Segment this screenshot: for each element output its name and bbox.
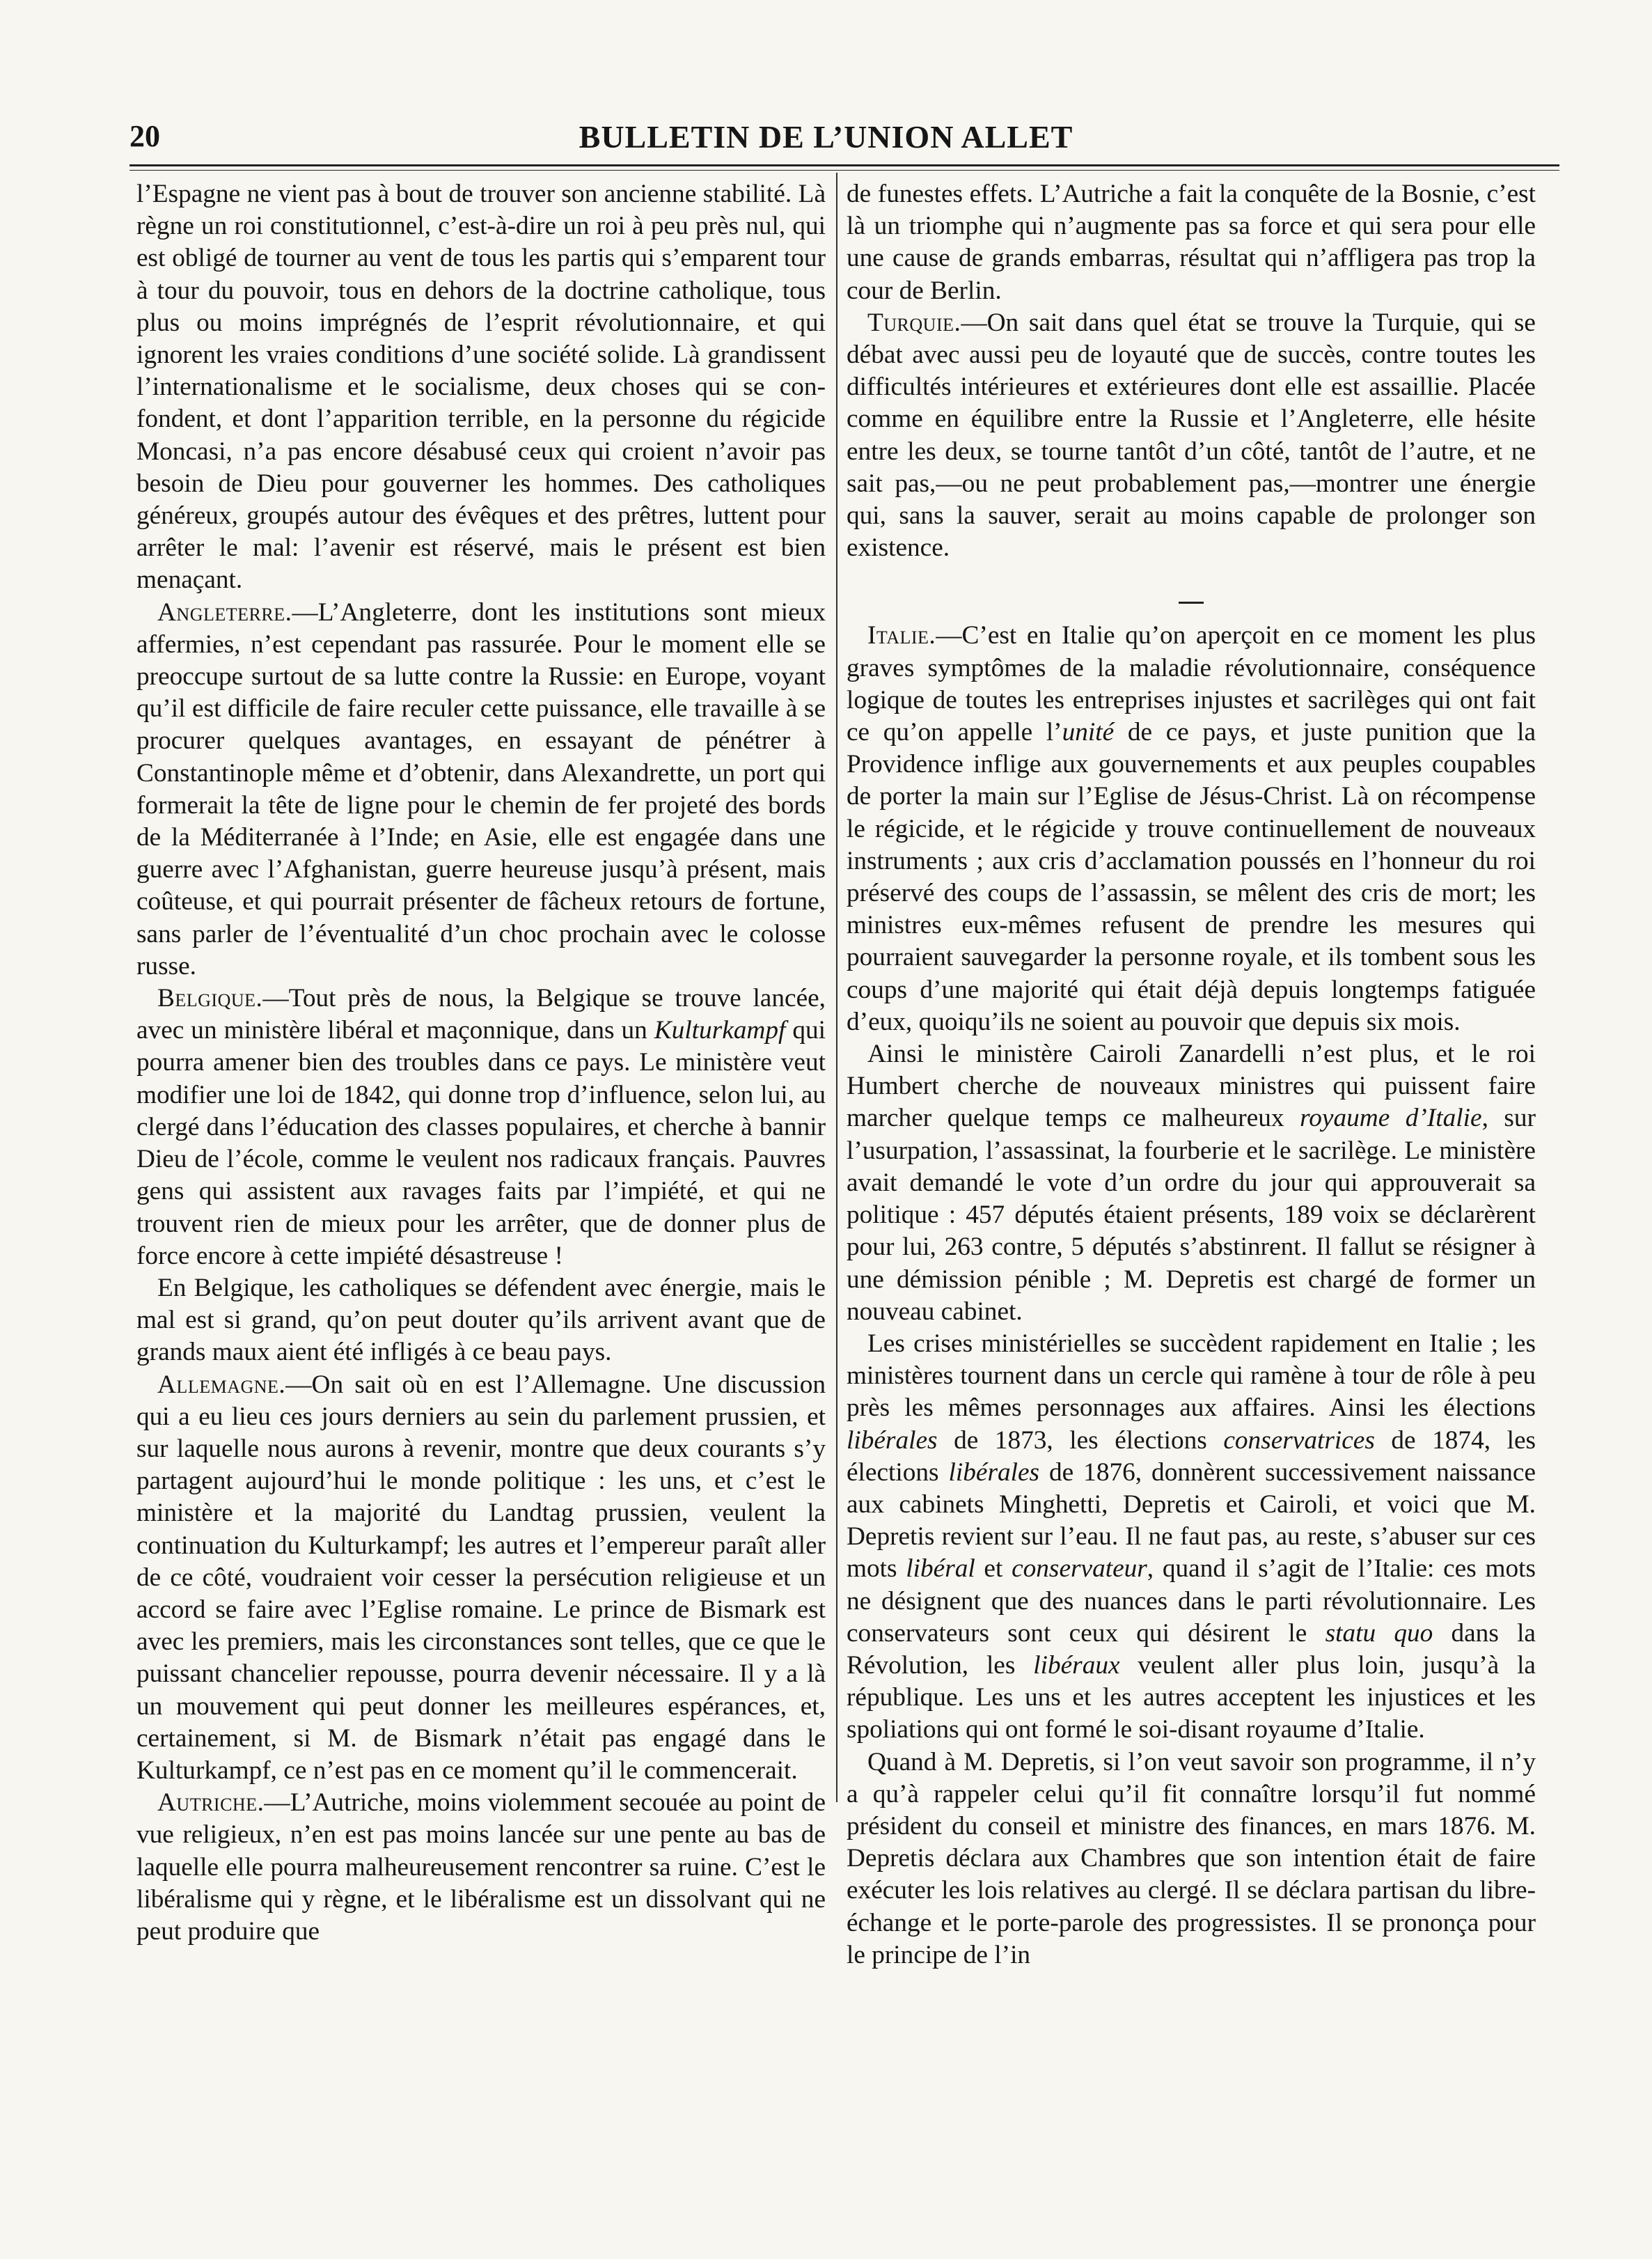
paragraph-cairoli-text-2: , sur l’usurpation, l’assassinat, la fourberie et le sacrilège. Le ministère avait demandé le vote d’un ordre du jour qui approuverait sa politique : 457 députés étaient présents, 189 voix se déclarèrent pour lui, 263 contre, 5 députés s’abstinrent. Il fallut se résigner à une démission pénible ; M. Depretis est chargé de former un nouveau cabinet. <box>847 1104 1536 1326</box>
section-label-turkey: Turquie. <box>867 308 961 337</box>
italic-royaume: royaume d’Italie <box>1300 1104 1482 1133</box>
section-label-germany: Allemagne. <box>157 1370 286 1399</box>
paragraph-austria <box>136 1787 826 1948</box>
crises-text-6: , quand il s’agit de l’Italie: ces mots ne désignent que des nuances dans le parti révolutionnaire. Les conservateurs sont ceux qui désirent le <box>847 1554 1536 1648</box>
italic-liberaux: libéraux <box>1033 1650 1120 1680</box>
paragraph-germany-text: —On sait où en est l’Allemagne. Une discussion qui a eu lieu ces jours derniers au sein du parlement prussien, et sur laquelle nous aurons à revenir, montre que deux courants s’y partagent aujourd’hui le monde politique : les uns, et c’est le ministère et la majorité du Landtag prussien, veulent la continuation du Kulturkampf; les autres et l’empereur paraît aller de ce côté, voudraient voir cesser la persécution religieuse et un accord se faire avec l’Eglise romaine. Le prince de Bismark est avec les premiers, mais les circonstances sont telles, que ce que le puissant chancelier repousse, pourra devenir nécessaire. Il y a là un mouvement qui peut donner les meilleures espérances, et, certainement, si M. de Bismark n’était pas engagé dans le Kulturkampf, ce n’est pas en ce moment qu’il le commencerait. <box>136 1370 826 1785</box>
paragraph-depretis: Quand à M. Depretis, si l’on veut savoir son programme, il n’y a qu’à rappeler celui qu’il fit connaître lorsqu’il fut nommé président du conseil et ministre des finances, en mars 1876. M. Depretis déclara aux Chambres que son intention était de faire exécuter les lois relatives au clergé. Il se déclara partisan du libre-échange et le porte-parole des progressistes. Il se prononça pour le principe de l’in <box>847 1747 1536 1969</box>
paragraph-germany <box>136 1369 826 1788</box>
italic-kulturkampf: Kulturkampf <box>654 1016 786 1045</box>
crises-text-5: et <box>975 1554 1012 1584</box>
italic-conservateur: conservateur <box>1012 1554 1147 1584</box>
crises-text-3: de 1874, les élections <box>847 1425 1536 1487</box>
paragraph-belgium-text: —Tout près de nous, la Belgique se trouve lancée, avec un ministère libéral et maçonnique, dans un <box>136 984 826 1045</box>
header-rule-thin <box>129 170 1559 171</box>
section-label-italy: Italie. <box>867 621 936 650</box>
section-label-belgium: Belgique. <box>157 984 263 1013</box>
paragraph-cairoli <box>847 1038 1536 1328</box>
italic-liberal: libéral <box>906 1554 975 1584</box>
paragraph-cairoli-text: Ainsi le ministère Cairoli Zanardelli n’est plus, et le roi Humbert cherche de nouveaux ministres qui puissent faire marcher quelque temps ce malheureux <box>847 1040 1536 1133</box>
header-rule <box>129 164 1559 166</box>
italic-unite: unité <box>1062 718 1115 747</box>
paragraph-belgium-text-2: qui pourra amener bien des troubles dans ce pays. Le ministère veut modifier une loi de 1842, qui donne trop d’influence, selon lui, au clergé dans l’éducation des classes populaires, et cherche à bannir Dieu de l’école, comme le veulent nos radicaux français. Pauvres gens qui assistent aux ravages faits par l’impiété, et qui ne trouvent rien de mieux pour les arrêter, que de donner plus de force encore à cette impiété désastreuse ! <box>136 1016 826 1270</box>
section-label-austria: Autriche. <box>157 1788 265 1818</box>
paragraph-austria-text: —L’Autriche, moins violemment secouée au point de vue religieux, n’en est pas moins lancée sur une pente au bas de laquelle elle pourra malheureusement rencontrer sa ruine. C’est le libéralisme qui y règne, et le libéralisme est un dissolvant qui ne peut produire que <box>136 1788 826 1946</box>
section-label-england: Angleterre. <box>157 597 292 627</box>
paragraph-england <box>136 597 826 983</box>
italic-statu-quo: statu quo <box>1325 1618 1433 1648</box>
paragraph-crises <box>847 1328 1536 1746</box>
running-title: BULLETIN DE L’UNION ALLET <box>579 119 1073 155</box>
right-column <box>847 178 1536 1971</box>
crises-text-8: veulent aller plus loin, jusqu’à la république. Les uns et les autres acceptent les injustices et les spoliations qui ont formé le soi-disant royaume d’Italie. <box>847 1650 1536 1744</box>
left-column <box>136 178 826 1948</box>
paragraph-austria-continued: de funestes effets. L’Autriche a fait la conquête de la Bosnie, c’est là un triomphe qui n’augmente pas sa force et qui sera pour elle une cause de grands embarras, résultat qui n’affligera pas trop la cour de Berlin. <box>847 180 1536 305</box>
page-number: 20 <box>129 119 160 153</box>
paragraph-belgium-2: En Belgique, les catholiques se défendent avec énergie, mais le mal est si grand, qu’on peut douter qu’ils arrivent avant que de grands maux aient été infligés à ce beau pays. <box>136 1273 826 1367</box>
crises-text-4: de 1876, donnèrent successivement naissance aux cabinets Minghetti, Depretis et Cairoli, et voici que M. Depretis revient sur l’eau. Il ne faut pas, au reste, s’abuser sur ces mots <box>847 1457 1536 1584</box>
paragraph-turkey <box>847 307 1536 565</box>
crises-text-2: de 1873, les élections <box>937 1425 1224 1455</box>
paragraph-england-text: —L’Angleterre, dont les institutions sont mieux affermies, n’est cependant pas rassurée. Pour le moment elle se preoccupe surtout de sa lutte contre la Russie: en Europe, voyant qu’il est difficile de faire reculer cette puissance, elle travaille à se procurer quelques avantages, en essayant de pénétrer à Constantinople même et d’obtenir, dans Alexandrette, un port qui formerait la tête de ligne pour le chemin de fer projeté des bords de la Méditerranée à l’Inde; en Asie, elle est engagée dans une guerre avec l’Afghanistan, guerre heureuse jusqu’à présent, mais coûteuse, et qui pourrait présenter de fâcheux retours de fortune, sans parler de l’éventualité d’un choc prochain avec le colosse russe. <box>136 597 826 980</box>
paragraph-turkey-text: —On sait dans quel état se trouve la Turquie, qui se débat avec aussi peu de loyauté que de succès, contre toutes les difficultés intérieures et extérieures dont elle est assaillie. Placée comme en équilibre entre la Russie et l’Angleterre, elle hésite entre les deux, se tourne tantôt d’un côté, tantôt de l’autre, et ne sait pas,—ou ne peut probablement pas,—montrer une énergie qui, sans la sauver, serait au moins capable de prolonger son existence. <box>847 308 1536 563</box>
column-divider <box>836 173 837 1802</box>
crises-text-1: Les crises ministérielles se succèdent rapidement en Italie ; les ministères tournent dans un cercle qui ramène à tour de rôle à peu près les mêmes personnages aux affaires. Ainsi les élections <box>847 1329 1536 1423</box>
paragraph-spain-continued: l’Espagne ne vient pas à bout de trouver son ancienne stabilité. Là règne un roi constitutionnel, c’est-à-dire un roi à peu près nul, qui est obligé de tourner au vent de tous les partis qui s’emparent tour à tour du pouvoir, tous en dehors de la doctrine catholique, tous plus ou moins imprégnés de l’esprit révolutionnaire, et qui ignorent les vraies conditions d’une société solide. Là grandissent l’internationalisme et le socialisme, deux choses qui se confondent, et dont l’apparition terrible, en la personne du régicide Moncasi, n’a pas encore désabusé ceux qui croient n’avoir pas besoin de Dieu pour gouverner les hommes. Des catholiques généreux, groupés autour des évêques et des prêtres, luttent pour arrêter le mal: l’avenir est réservé, mais le présent est bien menaçant. <box>136 180 826 595</box>
paragraph-italy <box>847 620 1536 1038</box>
paragraph-italy-text-2: de ce pays, et juste punition que la Providence inflige aux gouvernements et aux peuples coupables de porter la main sur l’Eglise de Jésus-Christ. Là on récompense le régicide, et le régicide y trouve continuellement de nouveaux instruments ; aux cris d’acclamation poussés en l’honneur du roi préservé des coups de l’assassin, se mêlent des cris de mort; les ministres eux-mêmes refusent de prendre les mesures qui pourraient sauvegarder la personne royale, et ils tombent sous les coups d’une majorité qui était déjà depuis longtemps fatiguée d’eux, quoiqu’ils ne soient au pouvoir que depuis six mois. <box>847 718 1536 1036</box>
italic-liberales-2: libérales <box>948 1457 1040 1487</box>
paragraph-belgium <box>136 983 826 1272</box>
crises-text-7: dans la Révolution, les <box>847 1618 1536 1680</box>
italic-conservatrices: conservatrices <box>1223 1425 1375 1455</box>
section-separator <box>847 585 1536 592</box>
paragraph-italy-text: —C’est en Italie qu’on aperçoit en ce moment les plus graves symptômes de la maladie révolutionnaire, conséquence logique de toutes les entreprises injustes et sacrilèges qui ont fait ce qu’on appelle l’ <box>847 621 1536 747</box>
italic-liberales: libérales <box>847 1425 938 1455</box>
